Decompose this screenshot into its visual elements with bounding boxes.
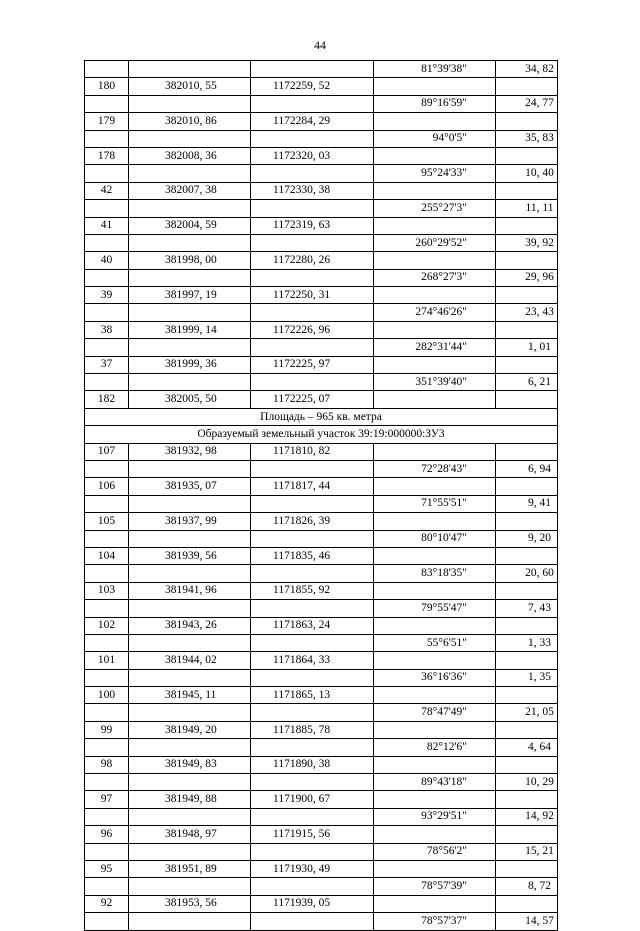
direction-angle-cell: 83°18'35" [374,565,496,582]
point-row [85,391,558,408]
point-number-cell-empty [85,669,129,686]
point-number-cell-empty [85,130,129,147]
point-row [85,78,558,95]
y-coordinate-cell-empty [251,165,374,182]
x-coordinate-cell-empty [129,530,251,547]
point-number-cell-empty [85,460,129,477]
segment-row [85,374,558,391]
angle-cell-empty [374,617,496,634]
distance-cell: 10, 40 [496,165,558,182]
point-number-cell: 179 [85,113,129,130]
angle-cell-empty [374,895,496,912]
point-row [85,756,558,773]
y-coordinate-cell-empty [251,304,374,321]
section-banner-row [85,408,558,425]
angle-cell-empty [374,443,496,460]
distance-cell-empty [496,443,558,460]
point-row [85,895,558,912]
x-coordinate-cell-empty [129,565,251,582]
distance-cell-empty [496,721,558,738]
point-number-cell-empty [85,269,129,286]
distance-cell: 14, 57 [496,913,558,930]
point-number-cell-empty [85,530,129,547]
x-coordinate-cell-empty [129,739,251,756]
segment-row [85,878,558,895]
segment-row [85,913,558,930]
angle-cell-empty [374,687,496,704]
segment-row [85,339,558,356]
segment-row [85,95,558,112]
distance-cell-empty [496,147,558,164]
distance-cell-empty [496,182,558,199]
y-coordinate-cell-empty [251,704,374,721]
y-coordinate-cell: 1172280, 26 [251,252,374,269]
segment-row [85,704,558,721]
y-coordinate-cell: 1171810, 82 [251,443,374,460]
y-coordinate-cell-empty [251,234,374,251]
x-coordinate-cell-empty [129,843,251,860]
y-coordinate-cell: 1172225, 07 [251,391,374,408]
point-number-cell: 96 [85,826,129,843]
distance-cell-empty [496,547,558,564]
y-coordinate-cell-empty [251,774,374,791]
point-number-cell: 95 [85,860,129,877]
point-number-cell-empty [85,565,129,582]
y-coordinate-cell-empty [251,843,374,860]
distance-cell-empty [496,113,558,130]
point-number-cell: 101 [85,652,129,669]
x-coordinate-cell-empty [129,495,251,512]
angle-cell-empty [374,78,496,95]
point-number-cell: 182 [85,391,129,408]
distance-cell-empty [496,826,558,843]
angle-cell-empty [374,287,496,304]
distance-cell-empty [496,791,558,808]
y-coordinate-cell-empty [251,339,374,356]
distance-cell: 34, 82 [496,61,558,78]
x-coordinate-cell: 381937, 99 [129,513,251,530]
distance-cell-empty [496,287,558,304]
distance-cell-empty [496,617,558,634]
y-coordinate-cell: 1171826, 39 [251,513,374,530]
angle-cell-empty [374,721,496,738]
direction-angle-cell: 82°12'6" [374,739,496,756]
x-coordinate-cell: 382004, 59 [129,217,251,234]
y-coordinate-cell: 1172226, 96 [251,321,374,338]
segment-row [85,634,558,651]
x-coordinate-cell: 381941, 96 [129,582,251,599]
direction-angle-cell: 268°27'3" [374,269,496,286]
y-coordinate-cell: 1171864, 33 [251,652,374,669]
coordinates-table [84,60,558,931]
x-coordinate-cell-empty [129,61,251,78]
point-row [85,687,558,704]
point-number-cell-empty [85,200,129,217]
segment-row [85,304,558,321]
y-coordinate-cell: 1171915, 56 [251,826,374,843]
y-coordinate-cell: 1171939, 05 [251,895,374,912]
distance-cell-empty [496,513,558,530]
point-number-cell-empty [85,913,129,930]
point-row [85,321,558,338]
y-coordinate-cell-empty [251,669,374,686]
segment-row [85,130,558,147]
segment-row [85,843,558,860]
point-number-cell-empty [85,808,129,825]
segment-row [85,495,558,512]
y-coordinate-cell: 1171863, 24 [251,617,374,634]
distance-cell: 24, 77 [496,95,558,112]
y-coordinate-cell: 1171865, 13 [251,687,374,704]
point-number-cell-empty [85,600,129,617]
x-coordinate-cell: 381999, 14 [129,321,251,338]
direction-angle-cell: 81°39'38" [374,61,496,78]
distance-cell: 35, 83 [496,130,558,147]
x-coordinate-cell: 381939, 56 [129,547,251,564]
point-row [85,513,558,530]
y-coordinate-cell: 1171890, 38 [251,756,374,773]
x-coordinate-cell-empty [129,600,251,617]
direction-angle-cell: 94°0'5" [374,130,496,147]
point-row [85,547,558,564]
point-number-cell-empty [85,165,129,182]
y-coordinate-cell: 1172284, 29 [251,113,374,130]
x-coordinate-cell-empty [129,460,251,477]
distance-cell: 23, 43 [496,304,558,321]
distance-cell-empty [496,78,558,95]
x-coordinate-cell: 381949, 20 [129,721,251,738]
distance-cell: 9, 20 [496,530,558,547]
distance-cell: 6, 94 [496,460,558,477]
x-coordinate-cell-empty [129,878,251,895]
distance-cell: 20, 60 [496,565,558,582]
direction-angle-cell: 78°57'37" [374,913,496,930]
angle-cell-empty [374,321,496,338]
point-number-cell-empty [85,878,129,895]
distance-cell: 21, 05 [496,704,558,721]
segment-row [85,269,558,286]
x-coordinate-cell-empty [129,339,251,356]
y-coordinate-cell: 1171855, 92 [251,582,374,599]
point-number-cell-empty [85,634,129,651]
distance-cell-empty [496,652,558,669]
y-coordinate-cell: 1172319, 63 [251,217,374,234]
y-coordinate-cell: 1172330, 38 [251,182,374,199]
y-coordinate-cell-empty [251,95,374,112]
x-coordinate-cell: 381943, 26 [129,617,251,634]
x-coordinate-cell: 382008, 36 [129,147,251,164]
angle-cell-empty [374,252,496,269]
angle-cell-empty [374,356,496,373]
point-number-cell-empty [85,234,129,251]
point-number-cell: 40 [85,252,129,269]
x-coordinate-cell: 381951, 89 [129,860,251,877]
direction-angle-cell: 78°47'49" [374,704,496,721]
y-coordinate-cell-empty [251,130,374,147]
distance-cell: 39, 92 [496,234,558,251]
x-coordinate-cell: 381953, 56 [129,895,251,912]
y-coordinate-cell-empty [251,61,374,78]
segment-row [85,600,558,617]
point-number-cell: 38 [85,321,129,338]
point-row [85,147,558,164]
point-row [85,617,558,634]
y-coordinate-cell-empty [251,739,374,756]
point-number-cell: 100 [85,687,129,704]
point-number-cell-empty [85,61,129,78]
point-number-cell: 41 [85,217,129,234]
angle-cell-empty [374,826,496,843]
point-number-cell-empty [85,704,129,721]
point-number-cell: 98 [85,756,129,773]
segment-row [85,739,558,756]
point-number-cell: 97 [85,791,129,808]
angle-cell-empty [374,582,496,599]
direction-angle-cell: 80°10'47" [374,530,496,547]
y-coordinate-cell: 1171835, 46 [251,547,374,564]
x-coordinate-cell: 381949, 88 [129,791,251,808]
point-number-cell: 102 [85,617,129,634]
point-number-cell: 99 [85,721,129,738]
point-number-cell: 42 [85,182,129,199]
y-coordinate-cell-empty [251,269,374,286]
point-number-cell: 103 [85,582,129,599]
point-number-cell: 105 [85,513,129,530]
x-coordinate-cell-empty [129,304,251,321]
x-coordinate-cell-empty [129,200,251,217]
distance-cell: 14, 92 [496,808,558,825]
direction-angle-cell: 71°55'51" [374,495,496,512]
x-coordinate-cell-empty [129,774,251,791]
angle-cell-empty [374,147,496,164]
segment-row [85,774,558,791]
direction-angle-cell: 95°24'33" [374,165,496,182]
segment-row [85,669,558,686]
segment-row [85,808,558,825]
x-coordinate-cell: 381935, 07 [129,478,251,495]
direction-angle-cell: 72°28'43" [374,460,496,477]
y-coordinate-cell-empty [251,530,374,547]
x-coordinate-cell-empty [129,269,251,286]
distance-cell: 1, 33 [496,634,558,651]
segment-row [85,61,558,78]
y-coordinate-cell-empty [251,374,374,391]
x-coordinate-cell: 382007, 38 [129,182,251,199]
direction-angle-cell: 36°16'36" [374,669,496,686]
x-coordinate-cell: 381997, 19 [129,287,251,304]
point-row [85,721,558,738]
distance-cell: 15, 21 [496,843,558,860]
x-coordinate-cell: 381949, 83 [129,756,251,773]
direction-angle-cell: 282°31'44" [374,339,496,356]
x-coordinate-cell: 382005, 50 [129,391,251,408]
angle-cell-empty [374,756,496,773]
y-coordinate-cell-empty [251,565,374,582]
y-coordinate-cell-empty [251,200,374,217]
y-coordinate-cell-empty [251,460,374,477]
point-number-cell-empty [85,374,129,391]
y-coordinate-cell-empty [251,634,374,651]
section-banner: Образуемый земельный участок 39:19:000000:ЗУ3 [85,426,558,443]
x-coordinate-cell-empty [129,234,251,251]
point-row [85,826,558,843]
angle-cell-empty [374,860,496,877]
x-coordinate-cell-empty [129,704,251,721]
x-coordinate-cell: 381999, 36 [129,356,251,373]
distance-cell: 6, 21 [496,374,558,391]
x-coordinate-cell: 382010, 86 [129,113,251,130]
y-coordinate-cell-empty [251,495,374,512]
distance-cell-empty [496,391,558,408]
y-coordinate-cell-empty [251,913,374,930]
distance-cell-empty [496,860,558,877]
x-coordinate-cell: 381945, 11 [129,687,251,704]
y-coordinate-cell: 1172250, 31 [251,287,374,304]
y-coordinate-cell: 1171930, 49 [251,860,374,877]
angle-cell-empty [374,478,496,495]
point-row [85,182,558,199]
segment-row [85,565,558,582]
x-coordinate-cell-empty [129,634,251,651]
direction-angle-cell: 89°16'59" [374,95,496,112]
y-coordinate-cell: 1171900, 67 [251,791,374,808]
distance-cell-empty [496,252,558,269]
x-coordinate-cell: 381932, 98 [129,443,251,460]
distance-cell: 7, 43 [496,600,558,617]
direction-angle-cell: 260°29'52" [374,234,496,251]
distance-cell-empty [496,582,558,599]
direction-angle-cell: 55°6'51" [374,634,496,651]
point-row [85,217,558,234]
point-number-cell: 180 [85,78,129,95]
y-coordinate-cell-empty [251,600,374,617]
distance-cell: 29, 96 [496,269,558,286]
direction-angle-cell: 79°55'47" [374,600,496,617]
y-coordinate-cell: 1172320, 03 [251,147,374,164]
section-banner-row [85,426,558,443]
point-row [85,356,558,373]
distance-cell: 4, 64 [496,739,558,756]
angle-cell-empty [374,217,496,234]
coordinates-table-body [85,61,558,931]
distance-cell: 1, 01 [496,339,558,356]
y-coordinate-cell: 1171817, 44 [251,478,374,495]
angle-cell-empty [374,513,496,530]
x-coordinate-cell: 381998, 00 [129,252,251,269]
point-row [85,252,558,269]
distance-cell-empty [496,478,558,495]
point-number-cell: 92 [85,895,129,912]
y-coordinate-cell: 1172225, 97 [251,356,374,373]
segment-row [85,200,558,217]
x-coordinate-cell: 381948, 97 [129,826,251,843]
point-row [85,478,558,495]
x-coordinate-cell-empty [129,669,251,686]
direction-angle-cell: 274°46'26" [374,304,496,321]
segment-row [85,165,558,182]
direction-angle-cell: 351°39'40" [374,374,496,391]
distance-cell: 9, 41 [496,495,558,512]
point-number-cell: 104 [85,547,129,564]
x-coordinate-cell: 382010, 55 [129,78,251,95]
point-row [85,582,558,599]
segment-row [85,460,558,477]
segment-row [85,530,558,547]
point-number-cell: 107 [85,443,129,460]
x-coordinate-cell-empty [129,913,251,930]
angle-cell-empty [374,391,496,408]
distance-cell-empty [496,321,558,338]
point-row [85,113,558,130]
distance-cell: 1, 35 [496,669,558,686]
x-coordinate-cell-empty [129,374,251,391]
point-row [85,287,558,304]
x-coordinate-cell-empty [129,165,251,182]
direction-angle-cell: 78°56'2" [374,843,496,860]
distance-cell-empty [496,895,558,912]
distance-cell: 10, 29 [496,774,558,791]
direction-angle-cell: 93°29'51" [374,808,496,825]
distance-cell: 8, 72 [496,878,558,895]
point-number-cell-empty [85,739,129,756]
distance-cell-empty [496,217,558,234]
direction-angle-cell: 89°43'18" [374,774,496,791]
distance-cell-empty [496,356,558,373]
distance-cell-empty [496,756,558,773]
point-number-cell-empty [85,843,129,860]
angle-cell-empty [374,791,496,808]
y-coordinate-cell-empty [251,808,374,825]
point-row [85,652,558,669]
point-number-cell-empty [85,495,129,512]
distance-cell: 11, 11 [496,200,558,217]
point-row [85,791,558,808]
point-number-cell-empty [85,95,129,112]
point-row [85,443,558,460]
section-banner: Площадь – 965 кв. метра [85,408,558,425]
point-number-cell: 106 [85,478,129,495]
point-row [85,860,558,877]
point-number-cell-empty [85,774,129,791]
point-number-cell-empty [85,304,129,321]
direction-angle-cell: 78°57'39" [374,878,496,895]
angle-cell-empty [374,182,496,199]
segment-row [85,234,558,251]
page-number: 44 [314,38,326,52]
point-number-cell: 37 [85,356,129,373]
y-coordinate-cell-empty [251,878,374,895]
y-coordinate-cell: 1172259, 52 [251,78,374,95]
x-coordinate-cell: 381944, 02 [129,652,251,669]
distance-cell-empty [496,687,558,704]
point-number-cell-empty [85,339,129,356]
point-number-cell: 39 [85,287,129,304]
direction-angle-cell: 255°27'3" [374,200,496,217]
y-coordinate-cell: 1171885, 78 [251,721,374,738]
angle-cell-empty [374,113,496,130]
x-coordinate-cell-empty [129,95,251,112]
angle-cell-empty [374,652,496,669]
x-coordinate-cell-empty [129,808,251,825]
x-coordinate-cell-empty [129,130,251,147]
angle-cell-empty [374,547,496,564]
point-number-cell: 178 [85,147,129,164]
